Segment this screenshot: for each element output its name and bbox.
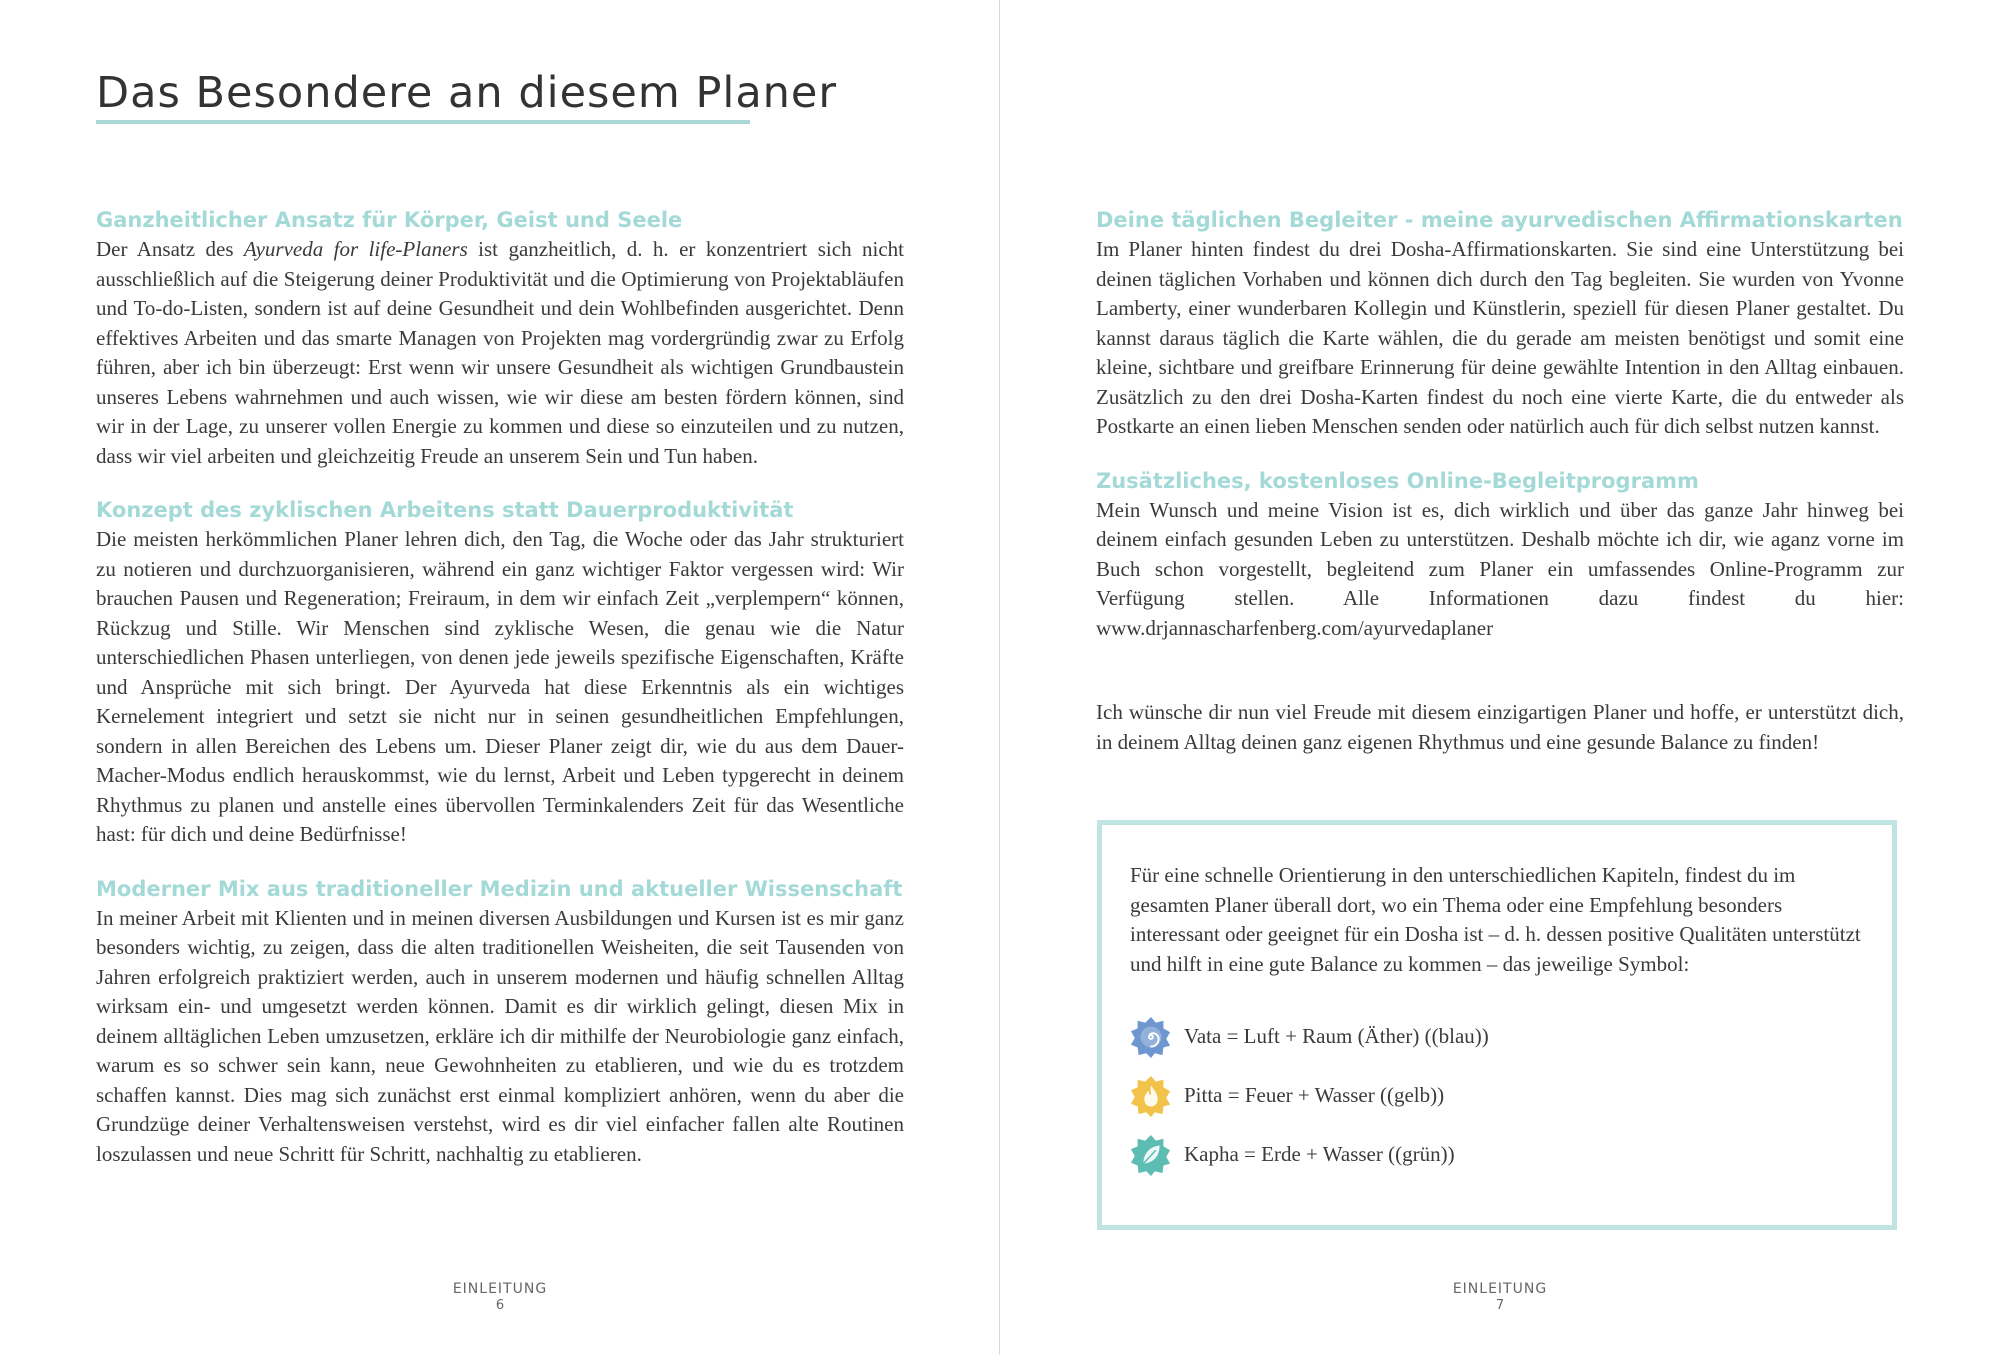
section-heading: Ganzheitlicher Ansatz für Körper, Geist und Seele — [96, 208, 683, 232]
section-modern-mix — [96, 875, 904, 1170]
page-title: Das Besondere an diesem Planer — [96, 68, 838, 118]
infobox-intro: Für eine schnelle Orientierung in den unterschiedlichen Kapiteln, findest du im gesamten Planer überall dort, wo ein Thema oder eine Empfehlung besonders interessant oder geeignet für ein Dosha ist – d. h. dessen positive Qualitäten unterstützt und hilft in eine gute Balance zu kommen – das jeweilige Symbol: — [1130, 863, 1861, 976]
page-footer-right — [1400, 1280, 1600, 1314]
right-column — [1096, 206, 1904, 757]
dosha-symbol-label: Kapha = Erde + Wasser ((grün)) — [1184, 1141, 1455, 1166]
kapha-leaf-icon — [1130, 1134, 1172, 1176]
dosha-symbol-row-vata — [1130, 1007, 1864, 1066]
section-heading: Zusätzliches, kostenloses Online-Begleitprogramm — [1096, 468, 1699, 493]
text-part: Der Ansatz des — [96, 237, 244, 261]
section-holistic — [96, 206, 904, 471]
section-text — [96, 235, 904, 471]
section-affirmation-cards — [1096, 206, 1904, 442]
dosha-symbol-infobox — [1097, 820, 1897, 1230]
section-cyclic-work — [96, 496, 904, 850]
pitta-flame-icon — [1130, 1075, 1172, 1117]
section-heading: Konzept des zyklischen Arbeitens statt Dauerproduktivität — [96, 498, 794, 522]
spacer — [1096, 668, 1904, 698]
dosha-symbol-label: Vata = Luft + Raum (Äther) ((blau)) — [1184, 1023, 1489, 1048]
title-underline — [96, 120, 750, 124]
closing-text: Ich wünsche dir nun viel Freude mit diesem einzigartigen Planer und hoffe, er unterstützt dich, in deinem Alltag deinen ganz eigenen Rhythmus und eine gesunde Balance zu finden! — [1096, 700, 1904, 754]
section-text: Im Planer hinten findest du drei Dosha-Affirmationskarten. Sie sind eine Unterstützung bei deinen täglichen Vorhaben und können dich durch den Tag begleiten. Sie wurden von Yvonne Lamberty, einer wunderbaren Kollegin und Künstlerin, speziell für diesen Planer gestaltet. Du kannst daraus täglich die Karte wählen, die du gerade am meisten benötigst und somit eine kleine, sichtbare und greifbare Erinnerung für deine gewählte Intention in den Alltag einbauen. Zusätzlich zu den drei Dosha-Karten findest du noch eine vierte Karte, die du entweder als Postkarte an einen lieben Menschen senden oder natürlich auch für dich selbst nutzen kannst. — [1096, 237, 1904, 438]
planner-name-emphasis: Ayurveda for life-Planers — [243, 237, 468, 261]
left-column — [96, 206, 904, 1194]
dosha-symbol-list — [1130, 1007, 1864, 1184]
vata-spiral-icon — [1130, 1016, 1172, 1058]
dosha-symbol-label: Pitta = Feuer + Wasser ((gelb)) — [1184, 1082, 1445, 1107]
footer-chapter-label: EINLEITUNG — [452, 1281, 548, 1297]
right-page — [1000, 0, 2000, 1355]
section-text: Mein Wunsch und meine Vision ist es, dich wirklich und über das ganze Jahr hinweg bei deinem einfach gesunden Leben zu unterstützen. Deshalb möchte ich dir, wie aganz vorne im Buch schon vorgestellt, begleitend zum Planer ein umfassendes Online-Programm zur Verfügung stellen. Alle Informationen dazu findest du hier: www.drjannascharfenberg.com/ayurvedaplaner — [1096, 497, 1904, 640]
page-number: 7 — [1495, 1298, 1505, 1313]
section-text: In meiner Arbeit mit Klienten und in meinen diversen Ausbildungen und Kursen ist es mir ganz besonders wichtig, zu zeigen, dass die alten traditionellen Weisheiten, die seit Tausenden von Jahren erfolgreich praktiziert werden, auch in unserem modernen und häufig schnellen Alltag wirksam ein- und umgesetzt werden können. Damit es dir wirklich gelingt, diesen Mix in deinem alltäglichen Leben umzusetzen, erkläre ich dir mithilfe der Neurobiologie ganz einfach, warum es so schwer sein kann, neue Gewohnheiten zu etablieren, und wie du es trotzdem schaffen kannst. Dies mag sich zunächst erst einmal kompliziert anhören, wenn du aber die Grundzüge deiner Verhaltensweisen verstehst, wird es dir viel einfacher fallen alte Routinen loszulassen und neue Schritt für Schritt, nachhaltig zu etablieren. — [96, 905, 904, 1166]
page-number: 6 — [495, 1298, 505, 1313]
dosha-symbol-row-kapha — [1130, 1125, 1864, 1184]
text-part: ist ganzheitlich, d. h. er konzentriert sich nicht ausschließlich auf die Steigerung deiner Produktivität und die Optimierung von Projektabläufen und To-do-Listen, sondern ist auf deine Gesundheit und dein Wohlbefinden ausgerichtet. Denn effektives Arbeiten und das smarte Managen von Projekten mag vordergründig zwar zu Erfolg führen, aber ich bin überzeugt: Erst wenn wir unsere Gesundheit als wichtigen Grundbaustein unseres Lebens wahrnehmen und auch wissen, wie wir diese am besten fördern können, sind wir in der Lage, zu unserer vollen Energie zu kommen und diese so einzuteilen und zu nutzen, dass wir viel arbeiten und gleichzeitig Freude an unserem Sein und Tun haben. — [96, 237, 904, 468]
section-heading: Moderner Mix aus traditioneller Medizin und aktueller Wissenschaft — [96, 876, 903, 901]
section-online-program — [1096, 467, 1904, 644]
page-footer-left — [400, 1280, 600, 1314]
section-text: Die meisten herkömmlichen Planer lehren dich, den Tag, die Woche oder das Jahr strukturiert zu notieren und durchzuorganisieren, während ein ganz wichtiger Faktor vergessen wird: Wir brauchen Pausen und Regeneration; Freiraum, in dem wir einfach Zeit „verplempern“ können, Rückzug und Stille. Wir Menschen sind zyklische Wesen, die genau wie die Natur unterschiedlichen Phasen unterliegen, von denen jede jeweils spezifische Eigenschaften, Kräfte und Ansprüche mit sich bringt. Der Ayurveda hat diese Erkenntnis als ein wichtiges Kernelement integriert und setzt sie nicht nur in seinen gesundheitlichen Empfehlungen, sondern in allen Bereichen des Lebens um. Dieser Planer zeigt dir, wie du aus dem Dauer-Macher-Modus endlich herauskommst, wie du lernst, Arbeit und Leben typgerecht in deinem Rhythmus zu planen und anstelle eines übervollen Terminkalenders Zeit für das Wesentliche hast: für dich und deine Bedürfnisse! — [96, 527, 904, 846]
footer-chapter-label: EINLEITUNG — [1452, 1281, 1548, 1297]
dosha-symbol-row-pitta — [1130, 1066, 1864, 1125]
section-heading: Deine täglichen Begleiter - meine ayurvedischen Affirmationskarten — [1096, 208, 1903, 232]
